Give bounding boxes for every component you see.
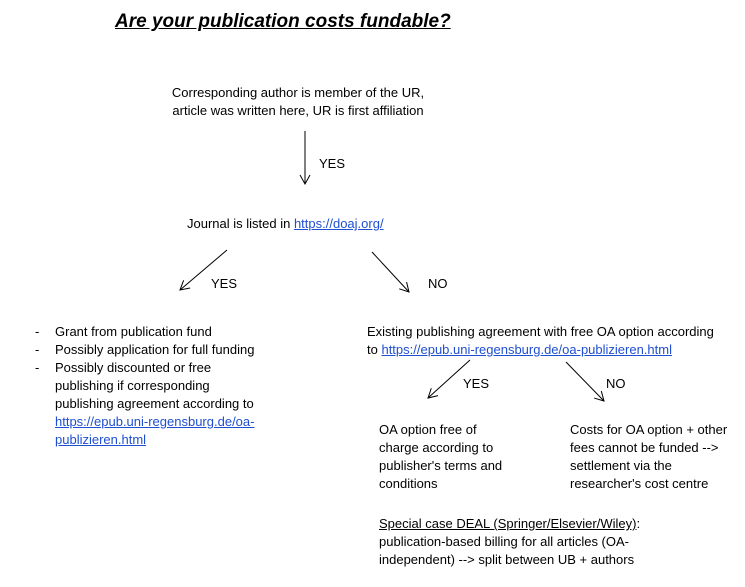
epub-link-yes-branch[interactable]: https://epub.uni-regensburg.de/oa-publizieren.html (55, 414, 255, 447)
journal-prefix: Journal is listed in (187, 216, 294, 231)
edge-label-yes-2: YES (211, 276, 238, 291)
no-branch-node (367, 323, 742, 359)
outcome-oa-free: OA option free of charge according to publisher's terms and conditions (379, 422, 503, 491)
start-node (150, 84, 446, 120)
epub-link-no-branch[interactable]: https://epub.uni-regensburg.de/oa-publizieren.html (381, 342, 672, 357)
edge-label-no-3: NO (606, 376, 626, 391)
edge-label-yes-3: YES (463, 376, 490, 391)
page-title: Are your publication costs fundable? (115, 11, 451, 32)
arrow-agreement-no (566, 362, 604, 401)
grant-text: Grant from publication fund (55, 324, 212, 339)
list-item (35, 323, 257, 341)
edge-label-no-2: NO (428, 276, 448, 291)
journal-node (187, 215, 384, 233)
yes-branch-list (35, 323, 257, 449)
list-item (35, 341, 257, 359)
special-case-heading-line (379, 515, 669, 533)
start-line-1: Corresponding author is member of the UR, (171, 85, 425, 100)
special-case-node (379, 515, 669, 569)
special-case-body: publication-based billing for all articles (OA-independent) --> split between UB + authors (379, 534, 635, 567)
special-case-colon: : (636, 516, 641, 531)
special-case-heading: Special case DEAL (Springer/Elsevier/Wiley) (379, 516, 637, 531)
agreement-prefix: to (367, 342, 382, 357)
full-funding-text: Possibly application for full funding (55, 342, 255, 357)
discount-text: Possibly discounted or free publishing if corresponding publishing agreement according to (55, 360, 254, 411)
outcome-not-funded: Costs for OA option + other fees cannot be funded --> settlement via the researcher's cost centre (570, 422, 728, 491)
list-item (35, 359, 257, 449)
arrow-journal-no (372, 252, 409, 292)
doaj-link[interactable]: https://doaj.org/ (293, 216, 384, 231)
edge-label-yes-1: YES (319, 156, 346, 171)
start-line-2: article was written here, UR is first affiliation (172, 103, 424, 118)
agreement-line-2 (367, 341, 742, 359)
agreement-line-1: Existing publishing agreement with free OA option according (367, 324, 714, 339)
